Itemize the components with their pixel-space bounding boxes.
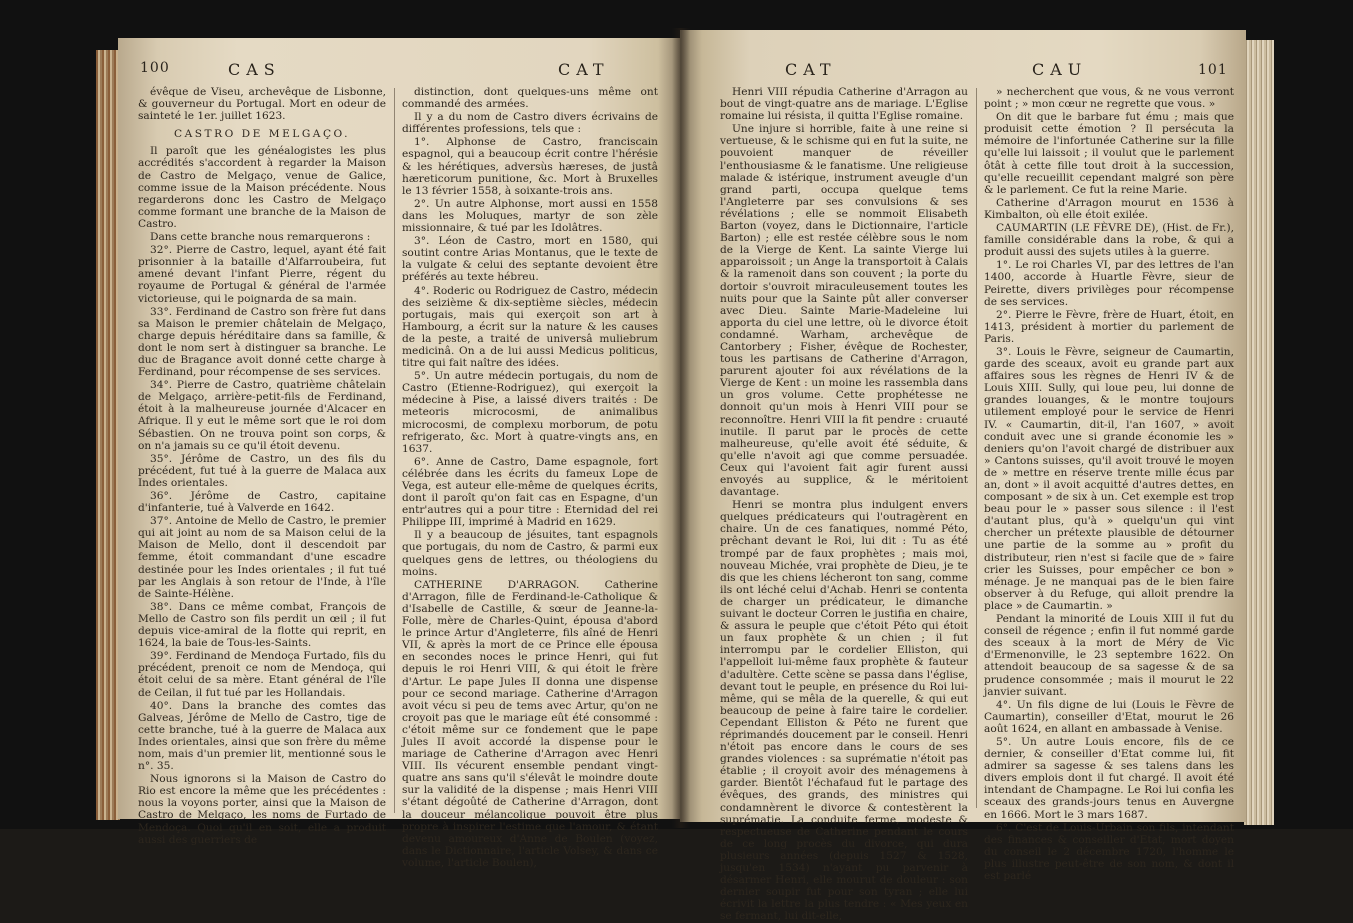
section-heading: CASTRO DE MELGAÇO.: [174, 128, 350, 141]
paragraph: Nous ignorons si la Maison de Castro do Rio est encore la même que les précédentes : nous la voyons porter, ainsi que la Maison de Castro de Melgaço, les noms de Furtado de Mendoça. Quoi qu'il en soit, elle a produit aussi des guerriers de: [138, 773, 386, 846]
paragraph: 32°. Pierre de Castro, lequel, ayant été fait prisonnier à la bataille d'Alfarroubeira, fut amené devant l'infant Pierre, régent du royaume de Portugal & général de l'armée victorieuse, qui le poignarda de sa main.: [138, 244, 386, 305]
paragraph: CATHERINE D'ARRAGON. Catherine d'Arragon, fille de Ferdinand-le-Catholique & d'Isabelle de Castille, & sœur de Jeanne-la-Folle, mère de Charles-Quint, épousa d'abord le prince Artur d'Angleterre, fils aîné de Henri VII, & après la mort de ce Prince elle épousa en secondes noces le prince Henri, qui fut depuis le roi Henri VIII, & qui étoit le frère d'Artur. Le pape Jules II donna une dispense pour ce second mariage. Catherine d'Arragon avoit vécu si peu de tems avec Artur, qu'on ne croyoit pas que le mariage eût été consommé : c'étoit même sur ce fondement que le pape Jules II avoit accordé la dispense pour le mariage de Catherine d'Arragon avec Henri VIII. Ils vécurent ensemble pendant vingt-quatre ans sans qu'il s'élevât le moindre doute sur la validité de la dispense ; mais Henri VIII s'étant dégoûté de Catherine d'Arragon, dont la douceur mélancolique pouvoit être plus propre à inspirer l'estime que l'amour, & étant devenu amoureux d'Anne de Boulen (voyez, dans le Dictionnaire, l'article Volsey, & dans ce volume, l'article Boulen),: [402, 578, 658, 869]
paragraph: 35°. Jérôme de Castro, un des fils du précédent, fut tué à la guerre de Malaca aux Indes orientales.: [138, 452, 386, 489]
paragraph: 6°. Anne de Castro, Dame espagnole, fort célébrée dans les écrits du fameux Lope de Vega, est auteur elle-même de quelques écrits, dont il paroît qu'on fait cas en Espagne, d'un entr'autres qui a pour titre : Eternidad del rei Philippe III, imprimé à Madrid en 1629.: [402, 455, 658, 529]
paragraph: 1°. Alphonse de Castro, franciscain espagnol, qui a beaucoup écrit contre l'hérésie & les hérétiques, adversùs hæreses, de justâ hæreticorum punitione, &c. Mort à Bruxelles le 13 février 1558, à soixante-trois ans.: [402, 136, 658, 197]
paragraph: 40°. Dans la branche des comtes das Galveas, Jérôme de Mello de Castro, tige de cette branche, tué à la guerre de Malaca aux Indes orientales, ainsi que son frère du même nom, mais d'un premier lit, mentionné sous le n°. 35.: [138, 699, 386, 773]
paragraph: 36°. Jérôme de Castro, capitaine d'infanterie, tué à Valverde en 1642.: [138, 490, 386, 515]
right-column-1: [720, 86, 968, 923]
paragraph: Catherine d'Arragon mourut en 1536 à Kimbalton, où elle étoit exilée.: [984, 196, 1234, 221]
paragraph: 3°. Léon de Castro, mort en 1580, qui soutint contre Arias Montanus, que le texte de la vulgate & celui des septante devoient être préférés au texte hébreu.: [402, 235, 658, 284]
paragraph: 2°. Un autre Alphonse, mort aussi en 1558 dans les Moluques, martyr de son zèle missionnaire, & tué par les Idolâtres.: [402, 197, 658, 235]
left-header-right: CAT: [558, 60, 610, 79]
paragraph: CAUMARTIN (LE FÈVRE DE), (Hist. de Fr.), famille considérable dans la robe, & qui a produit aussi des sujets utiles à la guerre.: [984, 222, 1234, 259]
right-page: [680, 30, 1246, 923]
paragraph: distinction, dont quelques-uns même ont commandé des armées.: [402, 86, 658, 111]
left-column-1: [138, 86, 386, 847]
paragraph: Pendant la minorité de Louis XIII il fut du conseil de régence ; enfin il fut nommé garde des sceaux à la mort de Méry de Vic d'Ermenonville, le 23 septembre 1622. On attendoit beaucoup de sa sagesse & de sa prudence consommée ; mais il mourut le 22 janvier suivant.: [984, 613, 1234, 698]
paragraph: 37°. Antoine de Mello de Castro, le premier qui ait joint au nom de sa Maison celui de la Maison de Mello, dont il descendoit par femme, étoit commandant d'une escadre destinée pour les Indes orientales ; il fut tué par les Anglais à son retour de l'Inde, à l'île de Sainte-Hélène.: [138, 515, 386, 600]
right-column-rule: [976, 88, 977, 808]
paragraph: Il paroît que les généalogistes les plus accrédités s'accordent à regarder la Maison de Castro de Melgaço, venue de Galice, comme issue de la Maison précédente. Nous regarderons donc les Castro de Melgaço comme formant une branche de la Maison de Castro.: [138, 145, 386, 230]
paragraph: 2°. Pierre le Fèvre, frère de Huart, étoit, en 1413, président à mortier du parlement de Paris.: [984, 308, 1234, 345]
paragraph: 38°. Dans ce même combat, François de Mello de Castro son fils perdit un œil ; il fut depuis vice-amiral de la flotte qui reprit, en 1624, la baie de Tous-les-Saints.: [138, 600, 386, 650]
paragraph: Henri VIII répudia Catherine d'Arragon au bout de vingt-quatre ans de mariage. L'Eglise romaine lui résista, il quitta l'Eglise romaine.: [720, 86, 968, 123]
right-column-2: [984, 86, 1234, 883]
right-header-left: CAT: [785, 60, 837, 79]
paragraph: Il y a du nom de Castro divers écrivains de différentes professions, tels que :: [402, 111, 658, 136]
left-page-edges: [96, 50, 120, 820]
right-header-right: CAU: [1032, 60, 1088, 79]
paragraph: évêque de Viseu, archevêque de Lisbonne, & gouverneur du Portugal. Mort en odeur de sainteté le 1er. juillet 1623.: [138, 86, 386, 123]
left-page: [118, 38, 680, 869]
left-page-number: 100: [140, 60, 170, 76]
paragraph: 3°. Louis le Fèvre, seigneur de Caumartin, garde des sceaux, avoit eu grande part aux affaires sous les règnes de Henri IV & de Louis XIII. Sully, qui loue peu, lui donne de grandes louanges, & le montre toujours utilement employé pour le service de Henri IV. « Caumartin, dit-il, l'an 1607, » avoit conduit avec une si grande économie les » deniers qu'on l'avoit chargé de distribuer aux » Cantons suisses, qu'il avoit trouvé le moyen de » mettre en réserve trente mille écus par an, dont » il avoit acquitté d'autres dettes, en composant » de six à un. Cet exemple est trop beau pour le » passer sous silence : il l'est d'autant plus, qu'à » quelqu'un qui vint chercher un prétexte plausible de détourner une partie de la somme au » profit du distributeur, rien n'est si facile que de » faire crier les Suisses, pour empêcher ce bon » ménage. Je ne manquai pas de le bien faire observer à du Refuge, qui alloit prendre la place » de Caumartin. »: [984, 345, 1234, 612]
right-page-number: 101: [1198, 62, 1228, 78]
paragraph: On dit que le barbare fut ému ; mais que produisit cette émotion ? Il persécuta la mémoire de l'infortunée Catherine sur la fille qu'elle lui laissoit ; il voulut que le parlement ôtât à cette fille tout droit à la succession, qu'elle recueillit cependant malgré son père & le parlement. Ce fut la reine Marie.: [984, 111, 1234, 196]
paragraph: 1°. Le roi Charles VI, par des lettres de l'an 1400, accorde à Huartle Fèvre, sieur de Peirette, divers privilèges pour récompense de ses services.: [984, 259, 1234, 308]
book-gutter: [672, 28, 690, 828]
right-page-edges: [1244, 40, 1274, 825]
left-column-rule: [394, 88, 395, 813]
paragraph: » necherchent que vous, & ne vous verront point ; » mon cœur ne regrette que vous. »: [984, 86, 1234, 111]
paragraph: 39°. Ferdinand de Mendoça Furtado, fils du précédent, prenoit ce nom de Mendoça, qui étoit celui de sa mère. Etant général de l'île de Ceilan, il fut tué par les Hollandais.: [138, 650, 386, 699]
left-header-left: CAS: [228, 60, 281, 79]
paragraph: Il y a beaucoup de jésuites, tant espagnols que portugais, du nom de Castro, & parmi eux quelques gens de lettres, ou théologiens du moins.: [402, 529, 658, 578]
paragraph: Dans cette branche nous remarquerons :: [150, 231, 371, 244]
left-column-2: [402, 86, 658, 870]
paragraph: 5°. Un autre médecin portugais, du nom de Castro (Etienne-Rodriguez), qui exerçoit la médecine à Pise, a laissé divers traités : De meteoris microcosmi, de animalibus microcosmi, de complexu morborum, de potu refrigerato, &c. Mort à quatre-vingts ans, en 1637.: [402, 370, 658, 455]
paragraph: 4°. Roderic ou Rodriguez de Castro, médecin des seizième & dix-septième siècles, médecin portugais, mais qui exerçoit son art à Hambourg, a écrit sur la nature & les causes de la peste, a traité de universâ muliebrum medicinâ. On a de lui aussi Medicus politicus, titre qui fait naître des idées.: [402, 284, 658, 370]
paragraph: Henri se montra plus indulgent envers quelques prédicateurs qui l'outragèrent en chaire. Un de ces fanatiques, nommé Péto, prêchant devant le Roi, lui dit : Tu as été trompé par de faux prophètes ; mais moi, nouveau Michée, vrai prophète de Dieu, je te dis que les chiens lécheront ton sang, comme ils ont léché celui d'Achab. Henri se contenta de charger un prédicateur, le dimanche suivant le docteur Corren le justifia en chaire, & assura le peuple que c'étoit Péto qui étoit un faux prophète & un chien ; il fut interrompu par le cordelier Elliston, qui l'appelloit lui-même faux prophète & fauteur d'adultère. Cette scène se passa dans l'église, devant tout le peuple, en présence du Roi lui-même, qui se mêla de la querelle, & qui eut beaucoup de peine à faire taire le cordelier. Cependant Elliston & Péto ne furent que réprimandés doucement par le conseil. Henri n'étoit pas encore dans le cours de ses grandes violences : sa suprématie n'étoit pas établie ; il croyoit avoir des ménagemens à garder. Bientôt l'échafaud fut le partage des évêques, des grands, des ministres qui condamnèrent le divorce & contestèrent la suprématie. La conduite ferme, modeste & respectueuse de Catherine pendant le cours de ce long procès du divorce, qui dura plusieurs années (depuis 1527 & 1528, jusqu'en 1534) n'ayant pu parvenir à désarmer Henri, elle mourut de douleur : son dernier soupir fut pour son tyran ; elle lui écrivit la lettre la plus tendre : « Mes yeux en se fermant, lui dit-elle,: [720, 499, 968, 923]
paragraph: 34°. Pierre de Castro, quatrième châtelain de Melgaço, arrière-petit-fils de Ferdinand, étoit à la malheureuse journée d'Alcacer en Afrique. Il y eut le même sort que le roi dom Sébastien. On ne trouva point son corps, & on n'a jamais su ce qu'il étoit devenu.: [138, 379, 386, 452]
paragraph: Une injure si horrible, faite à une reine si vertueuse, & le schisme qui en fut la suite, ne pouvoient manquer de réveiller l'enthousiasme & le fanatisme. Une religieuse malade & istérique, instrument aveugle d'un grand parti, occupa quelque tems l'Angleterre par ses convulsions & ses révélations ; elle se nommoit Elisabeth Barton (voyez, dans le Dictionnaire, l'article Barton) ; elle est restée célèbre sous le nom de la Vierge de Kent. La sainte Vierge lui apparoissoit ; un Ange la transportoit à Calais & la ramenoit dans son couvent ; la porte du dortoir s'ouvroit miraculeusement toutes les nuits pour que la Sainte pût aller converser avec Dieu. Sainte Marie-Madeleine lui apporta du ciel une lettre, où le divorce étoit condamné. Warham, archevêque de Cantorbery ; Fisher, évêque de Rochester, tous les partisans de Catherine d'Arragon, parurent ajouter foi aux révélations de la Vierge de Kent : un moine les rassembla dans un gros volume. Cette prophétesse ne donnoit qu'un mois à Henri VIII pour se reconnoître. Henri VIII la fit pendre : cruauté inutile. Il parut par le procès de cette malheureuse, qu'elle avoit été séduite, & qu'elle n'avoit agi que comme persuadée. Ceux qui l'avoient fait agir furent aussi envoyés au supplice, & le méritoient davantage.: [720, 123, 968, 499]
paragraph: 6°. C'est de Louis-Urbain son fils, intendant des finances & conseiller d'Etat, mort doyen du conseil le 2 décembre 1720, l'homme le plus illustre peut-être de son nom, & dont il est parlé: [984, 821, 1234, 882]
paragraph: 4°. Un fils digne de lui (Louis le Fèvre de Caumartin), conseiller d'Etat, mourut le 26 août 1624, en allant en ambassade à Venise.: [984, 698, 1234, 735]
paragraph: 33°. Ferdinand de Castro son frère fut dans sa Maison le premier châtelain de Melgaço, charge depuis héréditaire dans sa famille, & dont le nom sert à distinguer sa branche. Le duc de Bragance avoit donné cette charge à Ferdinand, pour récompense de ses services.: [138, 305, 386, 379]
paragraph: 5°. Un autre Louis encore, fils de ce dernier, & conseiller d'Etat comme lui, fit admirer sa sagesse & ses talens dans les divers emplois dont il fut chargé. Il avoit été intendant de Champagne. Le Roi lui confia les sceaux des grands-jours tenus en Auvergne en 1666. Mort le 3 mars 1687.: [984, 735, 1234, 821]
